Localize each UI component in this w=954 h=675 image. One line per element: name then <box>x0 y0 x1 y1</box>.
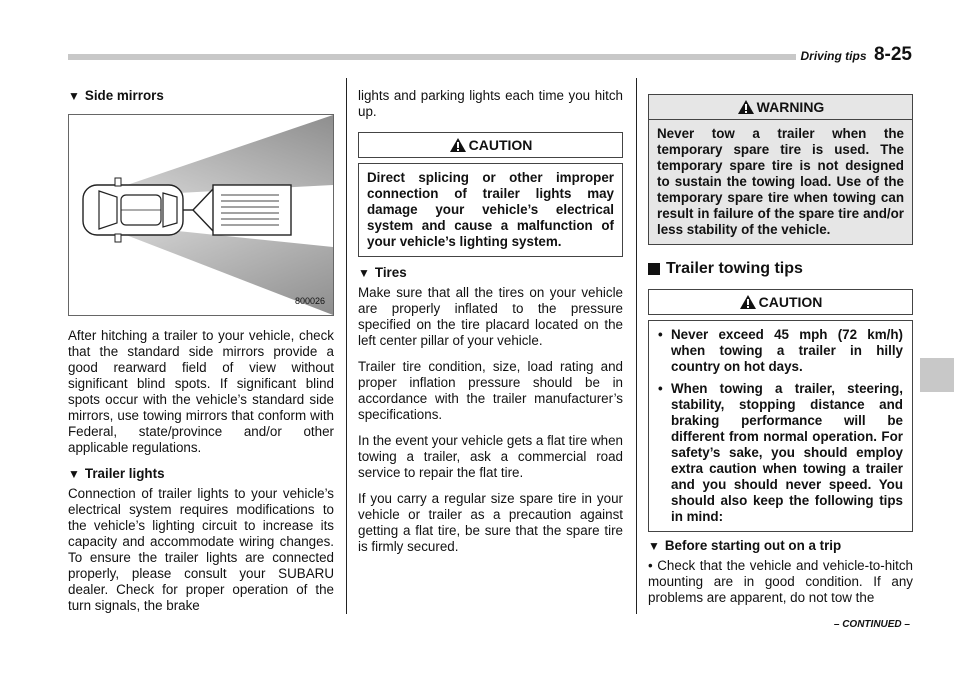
page-number: 8-25 <box>873 44 912 65</box>
triangle-down-icon: ▼ <box>358 266 370 280</box>
triangle-down-icon: ▼ <box>68 467 80 481</box>
trailer-icon <box>183 185 291 235</box>
column-right <box>648 88 913 616</box>
triangle-down-icon: ▼ <box>648 539 660 553</box>
before-trip-text: • Check that the vehicle and vehicle-to-hitch mounting are in good condition. If any problems are apparent, do not tow the <box>648 558 913 605</box>
tires-paragraph: In the event your vehicle gets a flat tire when towing a trailer, ask a commercial road service to repair the flat tire. <box>358 433 623 480</box>
car-icon <box>83 178 183 242</box>
figure-code: 800026 <box>294 296 325 306</box>
mirror-view-figure <box>68 114 334 316</box>
caution-bullet: • Never exceed 45 mph (72 km/h) when towing a trailer in hilly country on hot days. <box>657 327 903 375</box>
caution-bullet: • When towing a trailer, steering, stability, stopping distance and braking performance will be different from normal operation. For safety’s sake, you should employ extra caution when towing a trailer and you should never speed. You should also keep the following tips in mind: <box>657 381 903 525</box>
warning-triangle-icon <box>739 294 757 310</box>
side-mirrors-text: After hitching a trailer to your vehicle, check that the standard side mirrors provide a good rearward field of view without significant blind spots. If significant blind spots occur with the vehicle’s standard side mirrors, use towing mirrors that conform with Federal, state/province and/or other applicable regulations. <box>68 328 334 455</box>
warning-body: Never tow a trailer when the temporary spare tire is used. The temporary spare tire is not designed to sustain the towing load. Use of the temporary spare tire when towing can result in failure of the spare tire and/or less stability of the vehicle. <box>648 120 913 245</box>
caution-header: CAUTION <box>358 132 623 158</box>
warning-triangle-icon <box>449 137 467 153</box>
caution-body <box>648 320 913 532</box>
column-middle <box>358 88 623 565</box>
column-divider <box>636 78 637 614</box>
continued-text: lights and parking lights each time you hitch up. <box>358 88 623 119</box>
warning-header: WARNING <box>648 94 913 120</box>
tires-paragraph: Trailer tire condition, size, load rating and proper inflation pressure should be in accordance with the trailer manufacturer’s specifications. <box>358 359 623 422</box>
upper-view-zone <box>121 115 333 195</box>
continued-label: – CONTINUED – <box>833 619 910 630</box>
caution-body: Direct splicing or other improper connection of trailer lights may damage your vehicle’s electrical system and cause a malfunction of your vehicle’s lighting system. <box>358 163 623 257</box>
caution-header: CAUTION <box>648 289 913 315</box>
section-name: Driving tips <box>800 49 867 63</box>
side-mirrors-heading: ▼ Side mirrors <box>68 88 164 103</box>
triangle-down-icon: ▼ <box>68 89 80 103</box>
before-trip-heading: ▼ Before starting out on a trip <box>648 538 842 553</box>
trailer-towing-tips-title: Trailer towing tips <box>648 261 913 277</box>
column-left <box>68 88 334 624</box>
chapter-tab <box>920 358 954 392</box>
page-header <box>801 44 913 66</box>
tires-paragraph: Make sure that all the tires on your vehicle are properly inflated to the pressure specified on the tire placard located on the left center pillar of your vehicle. <box>358 285 623 348</box>
tires-heading: ▼ Tires <box>358 265 407 280</box>
column-divider <box>346 78 347 614</box>
trailer-lights-text: Connection of trailer lights to your vehicle’s electrical system requires modifications to the vehicle’s lighting circuit to increase its capacity and accommodate wiring changes. To ensure the trailer lights are connected properly, please consult your SUBARU dealer. Check for proper operation of the turn signals, the brake <box>68 486 334 613</box>
caution-bullet-list <box>657 327 903 525</box>
warning-triangle-icon <box>737 99 755 115</box>
trailer-lights-heading: ▼ Trailer lights <box>68 466 165 481</box>
tires-paragraph: If you carry a regular size spare tire in your vehicle or trailer as a precaution against getting a flat tire, be sure that the spare tire is firmly secured. <box>358 491 623 554</box>
black-square-icon <box>648 263 660 275</box>
mirror-view-illustration <box>69 115 333 315</box>
header-bar <box>68 54 796 60</box>
